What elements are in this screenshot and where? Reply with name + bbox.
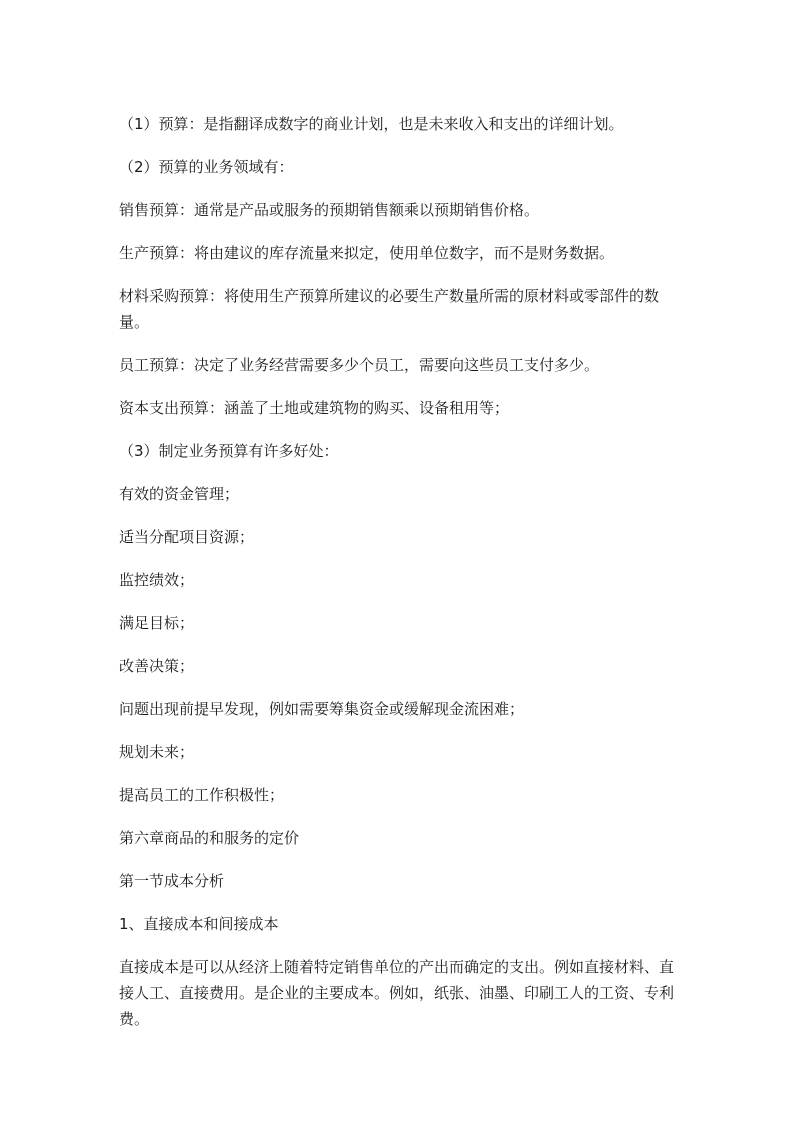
paragraph-benefits-heading: （3）制定业务预算有许多好处： [119,442,339,460]
paragraph-benefit-8: 提高员工的工作积极性； [119,786,285,804]
paragraph-benefit-2: 适当分配项目资源； [119,528,255,546]
paragraph-benefit-1: 有效的资金管理； [119,485,240,503]
paragraph-benefit-6: 问题出现前提早发现，例如需要筹集资金或缓解现金流困难； [119,700,525,718]
paragraph-sales-budget: 销售预算：通常是产品或服务的预期销售额乘以预期销售价格。 [119,201,540,219]
chapter-heading: 第六章商品的和服务的定价 [119,829,300,847]
paragraph-staff-budget: 员工预算：决定了业务经营需要多少个员工，需要向这些员工支付多少。 [119,356,600,374]
paragraph-materials-budget: 材料采购预算：将使用生产预算所建议的必要生产数量所需的原材料或零部件的数量。 [119,287,660,331]
subsection-heading: 1、直接成本和间接成本 [119,915,279,933]
paragraph-benefit-7: 规划未来； [119,743,195,761]
paragraph-capital-budget: 资本支出预算：涵盖了土地或建筑物的购买、设备租用等； [119,399,510,417]
section-heading: 第一节成本分析 [119,872,225,890]
paragraph-production-budget: 生产预算：将由建议的库存流量来拟定，使用单位数字，而不是财务数据。 [119,244,615,262]
paragraph-benefit-3: 监控绩效； [119,571,195,589]
paragraph-benefit-4: 满足目标； [119,614,195,632]
paragraph-budget-areas-heading: （2）预算的业务领域有： [119,158,294,176]
paragraph-direct-cost: 直接成本是可以从经济上随着特定销售单位的产出而确定的支出。例如直接材料、直接人工、直接费用。是企业的主要成本。例如，纸张、油墨、印刷工人的工资、专利费。 [119,958,675,1028]
paragraph-budget-definition: （1）预算：是指翻译成数字的商业计划，也是未来收入和支出的详细计划。 [119,115,624,133]
paragraph-benefit-5: 改善决策； [119,657,195,675]
